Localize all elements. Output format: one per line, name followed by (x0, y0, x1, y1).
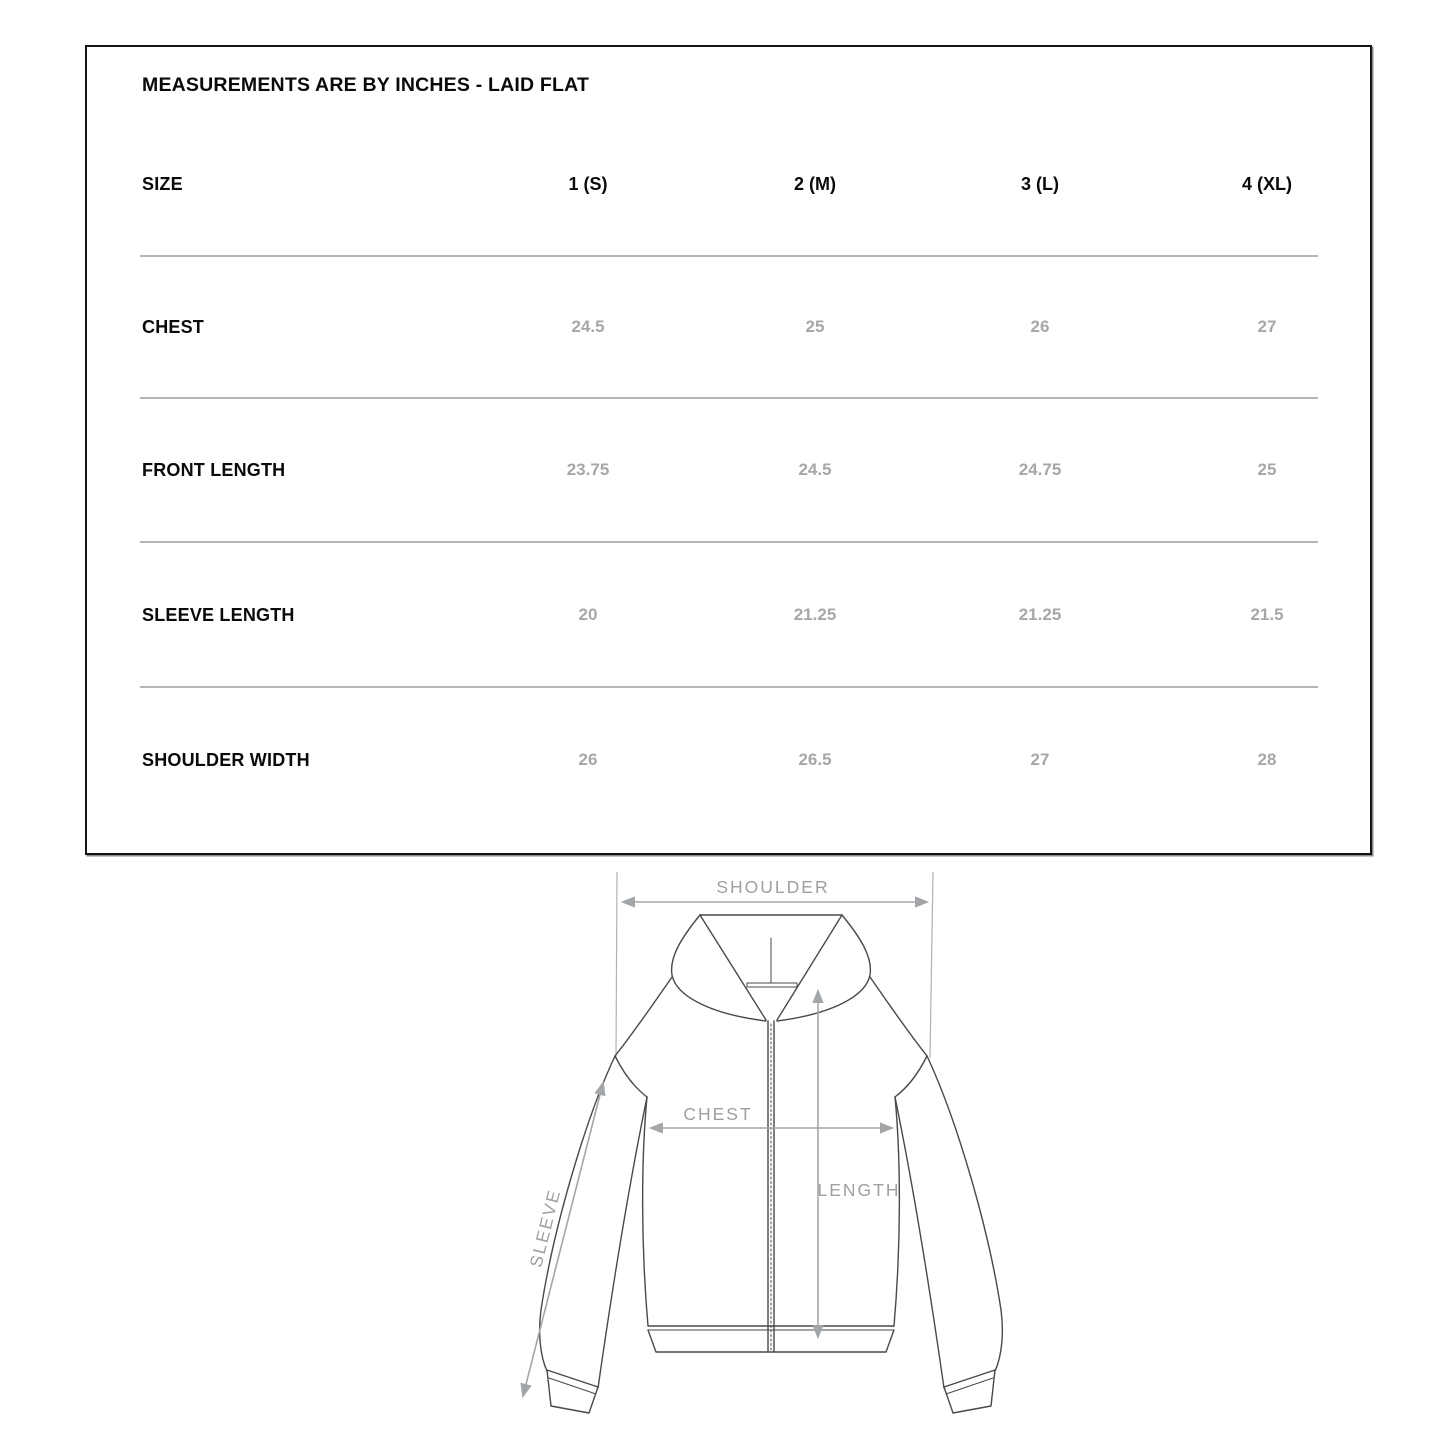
table-header-row (87, 171, 1370, 197)
cell-value: 26 (1030, 317, 1050, 336)
row-divider (140, 255, 1318, 257)
column-header-1s: 1 (S) (568, 174, 608, 194)
row-label-front-length: FRONT LENGTH (142, 460, 286, 480)
row-label-chest: CHEST (142, 317, 205, 337)
cell-value: 21.25 (1018, 605, 1062, 624)
sleeve-inner-left (598, 1097, 647, 1388)
sleeve-outer-right (927, 1056, 1002, 1371)
cell-value: 23.75 (566, 460, 610, 479)
hood-inner-right (777, 915, 842, 1020)
cell-value: 26 (578, 750, 598, 769)
length-label: LENGTH (817, 1180, 901, 1200)
side-seam-right (894, 1097, 899, 1326)
cuff-left (547, 1370, 598, 1413)
hoodie-flat-diagram (440, 860, 1020, 1444)
hood-inner-left (700, 915, 766, 1020)
table-row-front-length (87, 457, 1370, 483)
row-divider (140, 686, 1318, 688)
cell-value: 26.5 (798, 750, 832, 769)
column-header-2m: 2 (M) (794, 174, 836, 194)
cell-value: 24.75 (1018, 460, 1062, 479)
cuff-right-rib (946, 1378, 993, 1394)
back-neck-band (747, 983, 797, 987)
row-label-sleeve-length: SLEEVE LENGTH (142, 605, 295, 625)
cell-value: 27 (1030, 750, 1050, 769)
row-label-shoulder-width: SHOULDER WIDTH (142, 750, 310, 770)
cell-value: 27 (1257, 317, 1277, 336)
hood-outer-left (672, 915, 766, 1021)
cell-value: 25 (1257, 460, 1277, 479)
row-divider (140, 397, 1318, 399)
sleeve-label: SLEEVE (525, 1186, 565, 1270)
shoulder-slope-right (870, 977, 927, 1056)
sleeve-inner-right (895, 1097, 944, 1388)
cell-value: 24.5 (571, 317, 605, 336)
cell-value: 21.5 (1250, 605, 1284, 624)
table-row-sleeve-length (87, 602, 1370, 628)
table-row-shoulder-width (87, 747, 1370, 773)
column-header-4xl: 4 (XL) (1241, 174, 1293, 194)
shoulder-slope-left (615, 977, 672, 1056)
size-table (85, 45, 1372, 855)
shoulder-label: SHOULDER (716, 877, 830, 897)
armhole-right (895, 1056, 927, 1097)
cuff-right (944, 1370, 995, 1413)
cell-value: 24.5 (798, 460, 832, 479)
side-seam-left (643, 1097, 648, 1326)
table-title: MEASUREMENTS ARE BY INCHES - LAID FLAT (142, 74, 590, 96)
cell-value: 28 (1257, 750, 1277, 769)
cell-value: 21.25 (793, 605, 837, 624)
cell-value: 20 (578, 605, 598, 624)
shoulder-extent-line-right (930, 872, 933, 1058)
table-row-chest (87, 314, 1370, 340)
chest-label: CHEST (683, 1104, 753, 1124)
shoulder-extent-line-left (616, 872, 617, 1058)
column-header-3l: 3 (L) (1021, 174, 1059, 194)
cuff-left-rib (549, 1378, 596, 1394)
armhole-left (615, 1056, 647, 1097)
column-header-size: SIZE (142, 174, 183, 194)
row-divider (140, 541, 1318, 543)
hood-outer-right (777, 915, 870, 1021)
cell-value: 25 (805, 317, 825, 336)
